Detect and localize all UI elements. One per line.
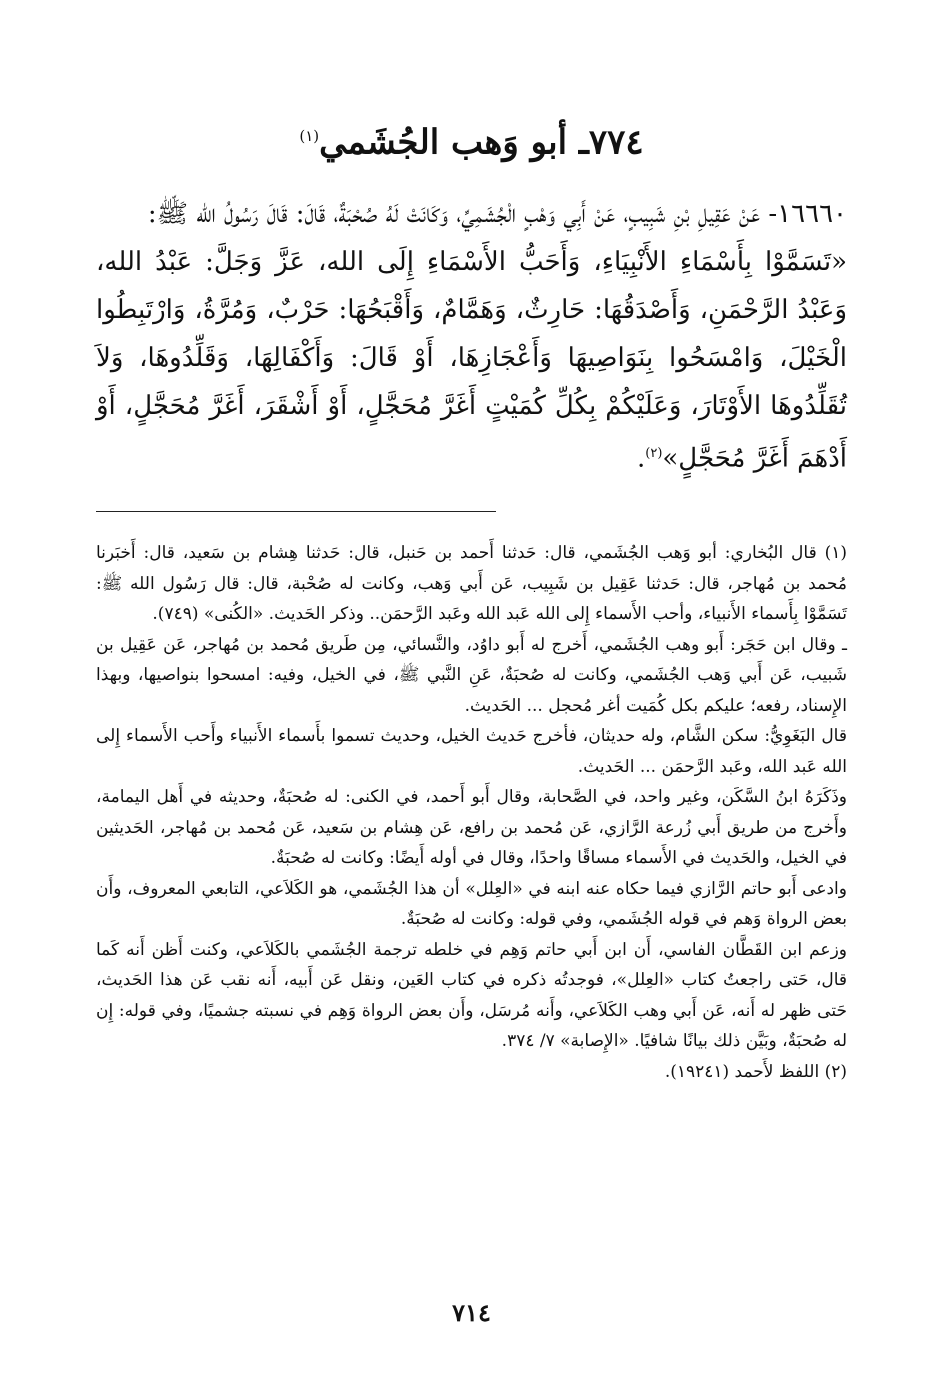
footnote-paragraph: (٢) اللفظ لأَحمد (١٩٢٤١). — [664, 1061, 847, 1082]
page-number: ٧١٤ — [452, 1298, 491, 1327]
footnote-paragraph: ـ وقال ابن حَجَر: أَبو وهب الجُشَمي، أَخرج له أَبو داوُد، والنَّسائي، مِن طَريق مُحمد بن مُهاجر، عَن عَقِيل بن شَبيب، عَن أَبي وَهب الجُشَمي، وكانت له صُحبَةٌ، عَنِ النَّبي ﷺ، في الخيل، وفيه: امسحوا بنواصيها، وبهذا الإِسناد، رفعه؛ عليكم بكل كُمَيت أغر مُحجل ... الحَديث. — [96, 634, 847, 716]
hadith-end-punctuation: . — [636, 443, 646, 474]
hadith-block — [96, 190, 847, 483]
footnotes — [96, 538, 847, 1087]
title-footnote-marker[interactable]: (١) — [299, 127, 320, 145]
hadith-footnote-marker[interactable]: (٢) — [645, 446, 663, 461]
footnote-paragraph: وذَكَرَهُ ابنُ السَّكَن، وغير واحد، في الصَّحابة، وقال أَبو أَحمد، في الكنى: له صُحبَةٌ، وحديثه في أَهل اليمامة، وأَخرج من طريق أَبي زُرعة الرَّازي، عَن مُحمد بن رافع، عَن هِشام بن سَعيد، عَن مُحمد بن مُهاجر، الحَديثين في الخيل، والحَديث في الأَسماء مساقًا واحدًا، وقال في أوله أَيضًا: وكانت له صُحبَةٌ. — [96, 787, 847, 868]
footnote-paragraph: قال البَغَوِيُّ: سكن الشَّام، وله حديثان، فأخرج حَديث الخيل، وحديث تسموا بأَسماء الأَنبياء وأَحب الأَسماء إِلى الله عَبد الله، وعَبد الرَّحمَن ... الحَديث. — [96, 726, 847, 777]
entry-title — [0, 112, 943, 166]
hadith-matn — [96, 238, 847, 483]
footnote-paragraph: وزعم ابن القَطَّان الفاسي، أَن ابن أَبي حاتم وَهِم في خلطه ترجمة الجُشَمي بالكَلاَعي، وكنت أَظن أَنه كَما قال، حَتى راجعتُ كتاب «العِلل»، فوجدتُه ذكره في كتاب العَين، ونقل عَن أَبيه، أَنه نقب عَن هذا الحَديث، حَتى ظهر له أَنه، عَن أَبي وهب الكَلاَعي، وأَنه مُرسَل، وأَن بعض الرواة وَهِم في نسبته جشميًا، وفي قوله: إِن له صُحبَةٌ، وبَيَّن ذلك بيانًا شافيًا. «الإِصابة» ٧/ ٣٧٤. — [96, 939, 847, 1051]
hadith-isnad: ١٦٦٦٠- عَنْ عَقِيلِ بْنِ شَبِيبٍ، عَنْ أَبِي وَهْبٍ الْجُشَمِيِّ، وَكَانَتْ لَهُ صُحْبَةٌ، قَالَ: قَالَ رَسُولُ الله ﷺ: — [147, 199, 847, 229]
footnote-paragraph: (١) قال البُخاري: أبو وَهب الجُشَمي، قال: حَدثنا أَحمد بن حَنبل، قال: حَدثنا هِشام بن سَعيد، قال: أَخبَرنا مُحمد بن مُهاجر، قال: حَدثنا عَقِيل بن شَبِيب، عَن أَبي وَهب، وكانت له صُحْبة، قال: قال رَسُول الله ﷺ: تَسَمَّوْا بِأَسماء الأَنبياء، وأحب الأَسماء إِلى الله عَبد الله وعَبد الرَّحمَن.. وذكر الحَديث. «الكُنى» (٧٤٩). — [96, 543, 847, 624]
hadith-matn-text: «تَسَمَّوْا بِأَسْمَاءِ الأَنْبِيَاءِ، وَأَحَبُّ الأَسْمَاءِ إِلَى الله، عَزَّ وَجَلَّ: عَبْدُ الله، وَعَبْدُ الرَّحْمَنِ، وَأَصْدَقُهَا: حَارِثٌ، وَهَمَّامٌ، وَأَقْبَحُهَا: حَرْبٌ، وَمُرَّةُ، وَارْتَبِطُوا الْخَيْلَ، وَامْسَحُوا بِنَوَاصِيهَا وَأَعْجَازِهَا، أَوْ قَالَ: وَأَكْفَالِهَا، وَقَلِّدُوهَا، وَلاَ تُقَلِّدُوهَا الأَوْتَارَ، وَعَلَيْكُمْ بِكُلِّ كُمَيْتٍ أَغَرَّ مُحَجَّلٍ، أَوْ أَشْقَرَ، أَغَرَّ مُحَجَّلٍ، أَوْ أَدْهَمَ أَغَرَّ مُحَجَّلٍ» — [96, 247, 847, 474]
footnote-separator — [96, 511, 496, 512]
entry-title-text: ٧٧٤ـ أبو وَهب الجُشَمي — [319, 122, 644, 163]
footnote-paragraph: وادعى أَبو حاتم الرَّازي فيما حكاه عنه ابنه في «العِلل» أن هذا الجُشَمي، هو الكَلاَعي، التابعي المعروف، وأَن بعض الرواة وَهم في قوله الجُشَمي، وفي قوله: وكانت له صُحبَةٌ. — [96, 878, 847, 929]
